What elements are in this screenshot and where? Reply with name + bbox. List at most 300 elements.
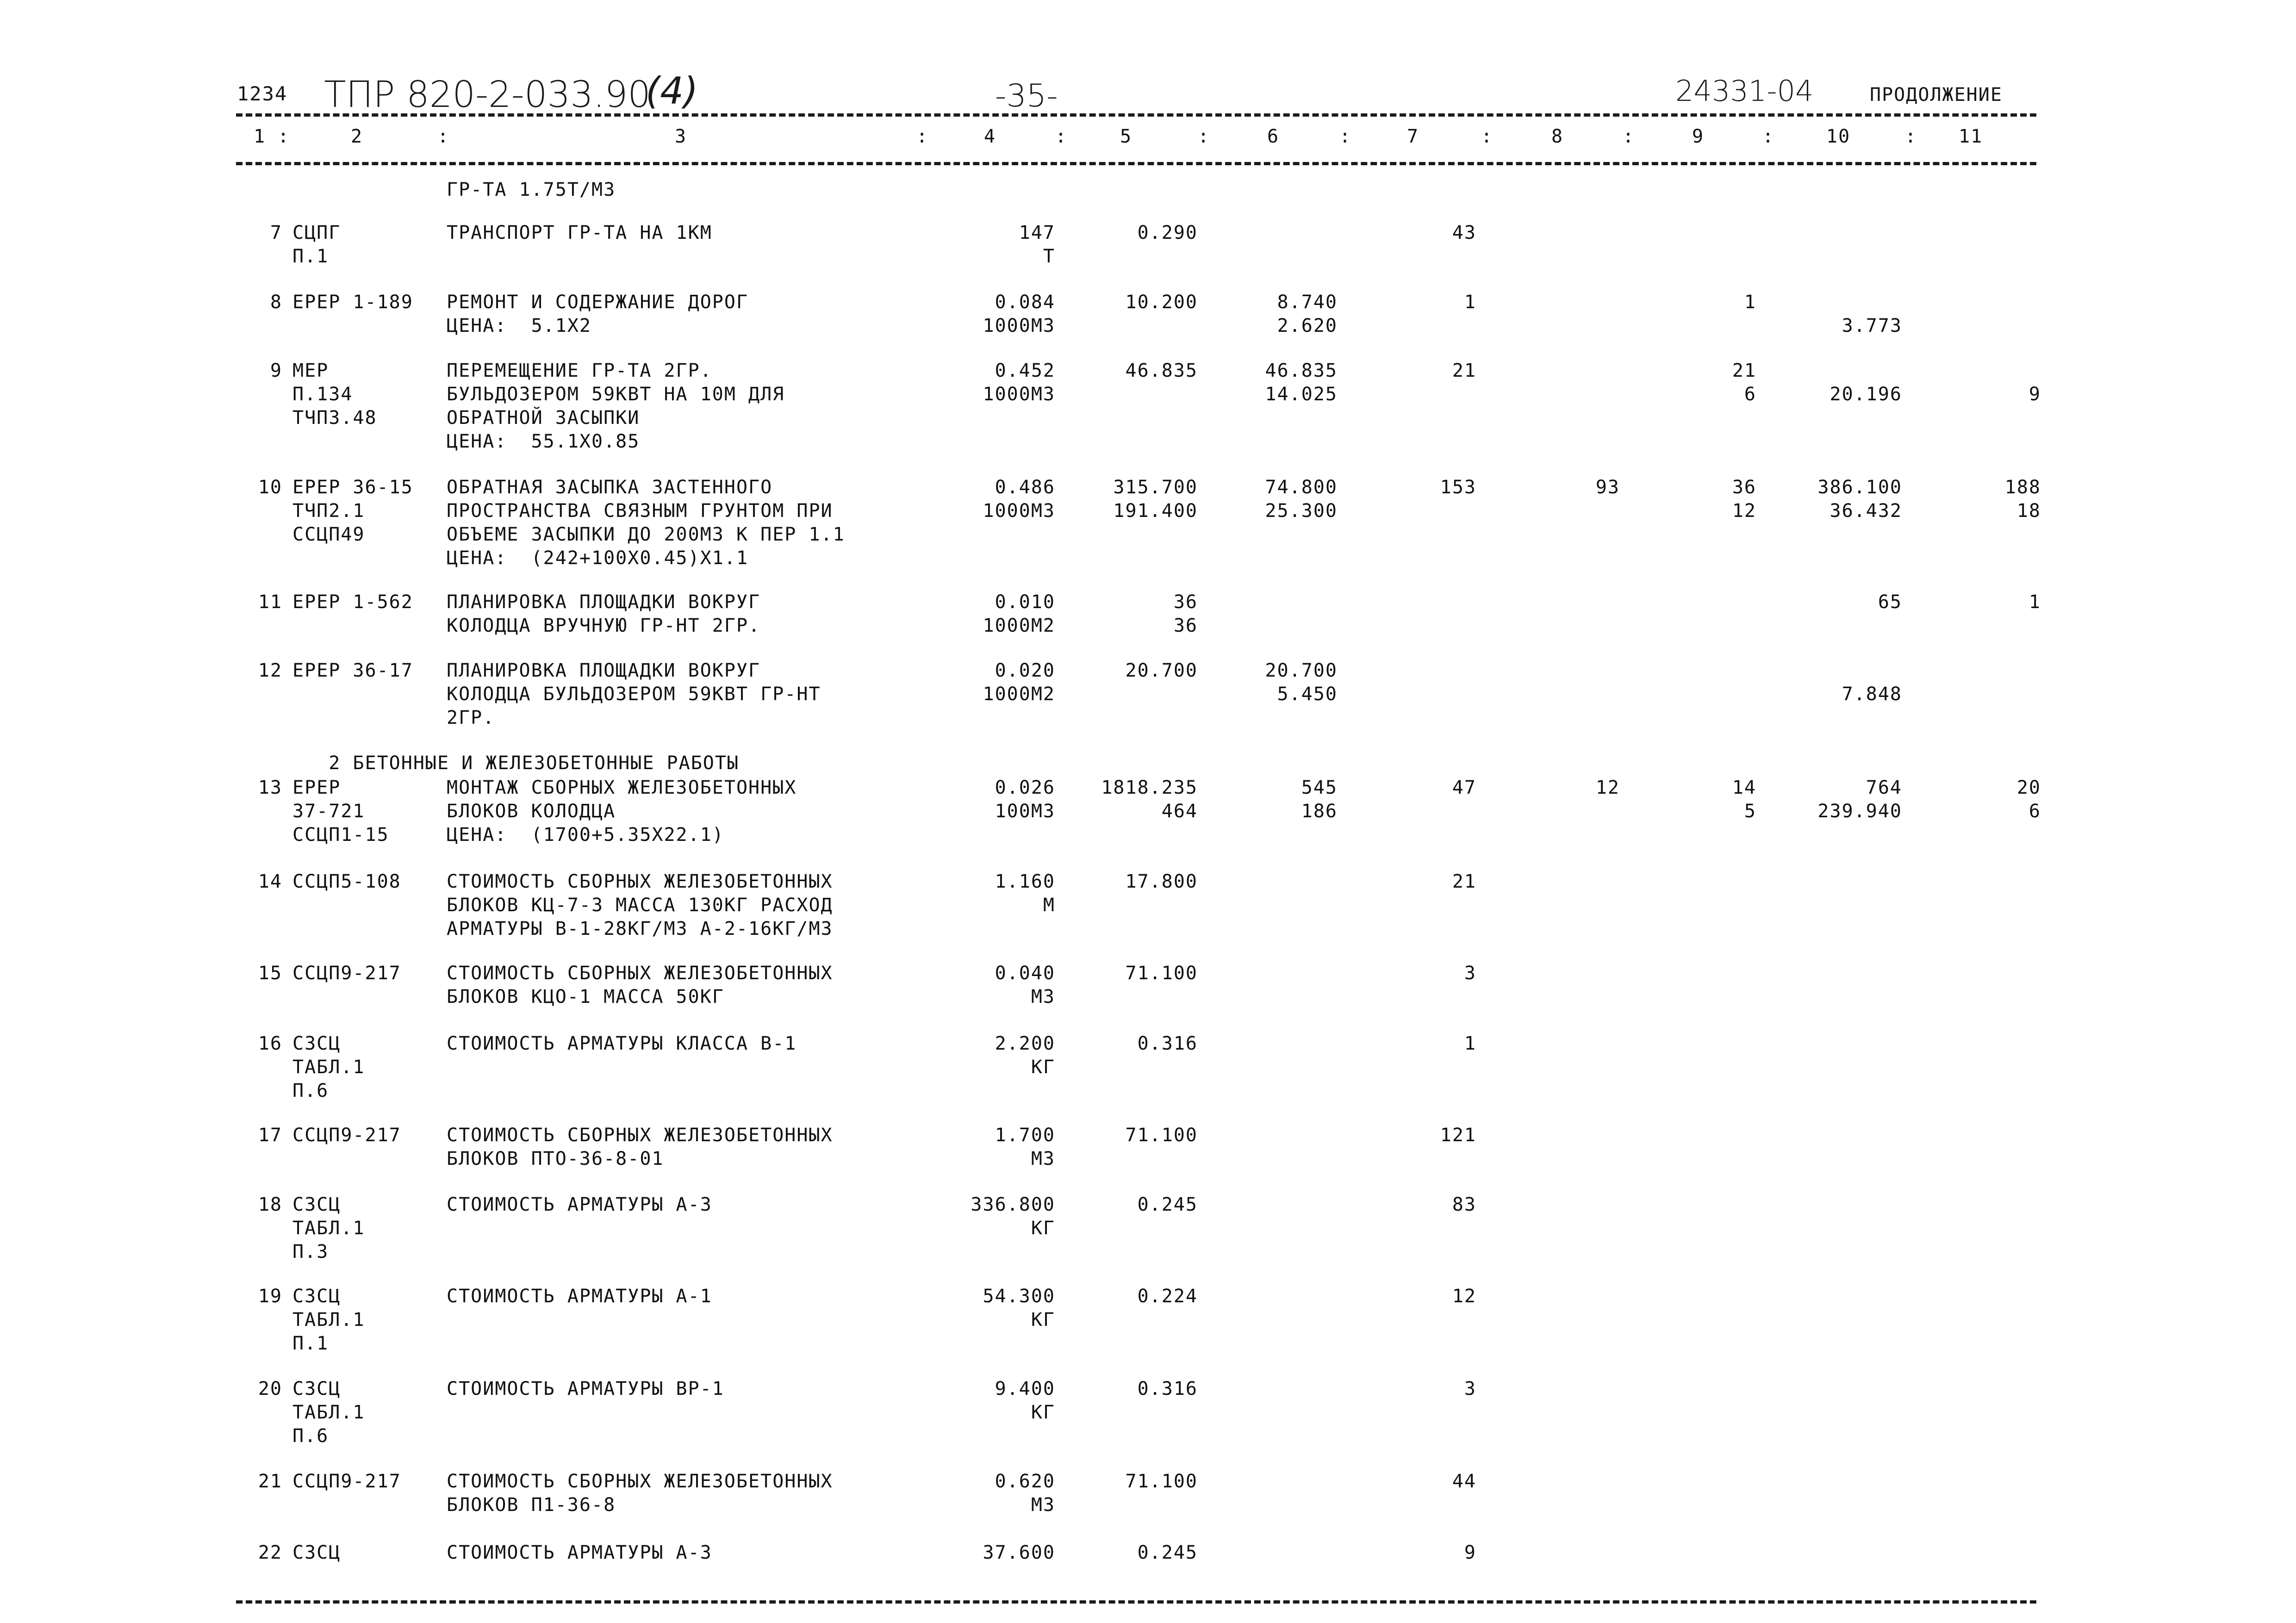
- work-name-line: КОЛОДЦА ВРУЧНУЮ ГР-НТ 2ГР.: [447, 615, 761, 636]
- machine-wages-line: 5: [1744, 801, 1756, 822]
- norm-code-cell: [292, 752, 740, 775]
- work-name-line: РЕМОНТ И СОДЕРЖАНИЕ ДОРОГ: [447, 292, 749, 313]
- work-name-line: СТОИМОСТЬ АРМАТУРЫ А-1: [447, 1286, 712, 1307]
- quantity-cell: [926, 291, 1055, 338]
- unit-price-cell: [1064, 962, 1198, 985]
- column-number: 9: [1692, 126, 1705, 147]
- machine-cost-cell: [1203, 776, 1338, 823]
- machine-wages-cell: [1675, 359, 1756, 406]
- norm-code-cell: [292, 1470, 441, 1493]
- quantity-cell: [926, 1470, 1055, 1517]
- machine-wages-cell: [1675, 776, 1756, 823]
- column-separator: :: [1481, 126, 1493, 147]
- quantity-line: 0.020: [995, 660, 1055, 681]
- work-name-line: БЛОКОВ ПТО-36-8-01: [447, 1148, 664, 1169]
- quantity-line: 37.600: [983, 1542, 1055, 1563]
- work-name-cell: [447, 1193, 928, 1217]
- total-cost-line: 47: [1452, 777, 1476, 798]
- column-separator: :: [1905, 126, 1917, 147]
- wages-cell: [1527, 476, 1620, 499]
- row-number-cell: [245, 659, 282, 683]
- quantity-line: 0.026: [995, 777, 1055, 798]
- norm-code-cell: [292, 776, 441, 847]
- norm-code-line: СЦПГ: [292, 222, 341, 243]
- row-number-cell: [245, 591, 282, 614]
- row-number-cell: [245, 359, 282, 383]
- work-name-cell: [447, 476, 928, 570]
- quantity-line: 1000М3: [983, 384, 1055, 405]
- unit-price-cell: [1064, 291, 1198, 314]
- column-number: 11: [1959, 126, 1983, 147]
- work-name-cell: [447, 1470, 928, 1517]
- row-number-line: 9: [270, 360, 282, 381]
- quantity-line: 147: [1019, 222, 1055, 243]
- column-header: [0, 126, 2296, 154]
- machine-cost-line: 14.025: [1265, 384, 1338, 405]
- column-separator: :: [1198, 126, 1210, 147]
- quantity-cell: [926, 1193, 1055, 1240]
- row-number-line: 7: [270, 222, 282, 243]
- quantity-cell: [926, 962, 1055, 1009]
- norm-code-cell: [292, 1032, 441, 1103]
- unit-price-cell: [1064, 870, 1198, 894]
- row-number-line: 18: [258, 1194, 282, 1215]
- labor-total-cell: [1944, 591, 2041, 614]
- labor-hours-line: [1777, 659, 1902, 683]
- unit-price-line: 71.100: [1125, 963, 1198, 984]
- unit-price-line: 191.400: [1113, 500, 1198, 522]
- work-name-line: АРМАТУРЫ В-1-28КГ/М3 А-2-16КГ/М3: [447, 918, 833, 939]
- unit-price-cell: [1064, 1193, 1198, 1217]
- row-number-line: 10: [258, 477, 282, 498]
- total-cost-line: 12: [1452, 1286, 1476, 1307]
- work-name-line: ОБРАТНОЙ ЗАСЫПКИ: [447, 407, 640, 429]
- page-number: -35-: [995, 78, 1058, 114]
- total-cost-line: 21: [1452, 360, 1476, 381]
- unit-price-line: 464: [1161, 801, 1198, 822]
- norm-code-cell: [292, 1541, 441, 1565]
- row-number-line: 16: [258, 1033, 282, 1054]
- machine-wages-line: 36: [1732, 477, 1756, 498]
- unit-price-cell: [1064, 591, 1198, 638]
- row-number-cell: [245, 221, 282, 245]
- norm-code-line: ССЦП9-217: [292, 963, 401, 984]
- row-number-cell: [245, 291, 282, 314]
- machine-cost-cell: [1203, 659, 1338, 706]
- total-cost-cell: [1388, 1541, 1476, 1565]
- work-name-line: БЛОКОВ КЦО-1 МАССА 50КГ: [447, 986, 724, 1007]
- work-name-cell: [447, 178, 928, 202]
- total-cost-cell: [1388, 291, 1476, 314]
- column-number: 4: [984, 126, 996, 147]
- total-cost-line: 3: [1464, 963, 1476, 984]
- quantity-line: 1.160: [995, 871, 1055, 892]
- quantity-line: 1000М2: [983, 615, 1055, 636]
- unit-price-line: 36: [1173, 591, 1198, 613]
- quantity-line: 0.084: [995, 292, 1055, 313]
- quantity-cell: [926, 1032, 1055, 1079]
- norm-code-line: СЗСЦ: [292, 1033, 341, 1054]
- total-cost-cell: [1388, 359, 1476, 383]
- norm-code-line: СЗСЦ: [292, 1286, 341, 1307]
- unit-price-line: 17.800: [1125, 871, 1198, 892]
- norm-code-line: ТАБЛ.1: [292, 1309, 365, 1331]
- norm-code-line: ТЧП2.1: [292, 500, 365, 522]
- work-name-line: СТОИМОСТЬ АРМАТУРЫ ВР-1: [447, 1378, 724, 1399]
- labor-hours-line: 239.940: [1817, 801, 1902, 822]
- wages-line: 93: [1595, 477, 1620, 498]
- labor-total-line: 9: [2028, 384, 2041, 405]
- total-cost-cell: [1388, 1124, 1476, 1147]
- row-number-cell: [245, 1285, 282, 1308]
- column-separator: :: [1055, 126, 1068, 147]
- column-number: 7: [1407, 126, 1419, 147]
- row-number-cell: [245, 476, 282, 499]
- labor-total-line: [1944, 359, 2041, 383]
- row-number-cell: [245, 1541, 282, 1565]
- labor-total-line: 6: [2028, 801, 2041, 822]
- unit-price-line: 46.835: [1125, 360, 1198, 381]
- total-cost-cell: [1388, 962, 1476, 985]
- work-name-cell: [447, 359, 928, 454]
- unit-price-cell: [1064, 776, 1198, 823]
- quantity-cell: [926, 591, 1055, 638]
- norm-code-cell: [292, 1285, 441, 1356]
- norm-code-line: ССЦП49: [292, 524, 365, 545]
- norm-code-line: П.6: [292, 1425, 329, 1447]
- unit-price-line: 0.290: [1137, 222, 1198, 243]
- work-name-cell: [447, 870, 928, 941]
- work-name-line: БЛОКОВ КОЛОДЦА: [447, 801, 616, 822]
- unit-price-line: 20.700: [1125, 660, 1198, 681]
- quantity-line: 0.620: [995, 1471, 1055, 1492]
- work-name-line: БУЛЬДОЗЕРОМ 59КВТ НА 10М ДЛЯ: [447, 384, 785, 405]
- continuation-label: ПРОДОЛЖЕНИЕ: [1870, 84, 2003, 106]
- work-name-cell: [447, 1032, 928, 1056]
- total-cost-line: 153: [1440, 477, 1476, 498]
- unit-price-cell: [1064, 1470, 1198, 1493]
- work-name-line: БЛОКОВ П1-36-8: [447, 1494, 616, 1516]
- total-cost-cell: [1388, 776, 1476, 800]
- labor-hours-cell: [1777, 476, 1902, 523]
- quantity-line: М: [1043, 895, 1055, 916]
- norm-code-cell: [292, 659, 441, 683]
- quantity-line: 336.800: [971, 1194, 1055, 1215]
- work-name-cell: [447, 776, 928, 847]
- norm-code-line: П.6: [292, 1080, 329, 1101]
- row-number-line: 14: [258, 871, 282, 892]
- norm-code-line: ТАБЛ.1: [292, 1218, 365, 1239]
- work-name-line: СТОИМОСТЬ СБОРНЫХ ЖЕЛЕЗОБЕТОННЫХ: [447, 1471, 833, 1492]
- doc-code: ТПР 820-2-033.90: [324, 74, 651, 116]
- total-cost-cell: [1388, 1193, 1476, 1217]
- machine-cost-line: 5.450: [1277, 684, 1338, 705]
- norm-code-line: ТЧП3.48: [292, 407, 377, 429]
- unit-price-cell: [1064, 1377, 1198, 1401]
- quantity-cell: [926, 1377, 1055, 1424]
- work-name-cell: [447, 291, 928, 338]
- labor-hours-line: [1777, 291, 1902, 314]
- machine-cost-line: 25.300: [1265, 500, 1338, 522]
- labor-hours-cell: [1777, 359, 1902, 406]
- wages-cell: [1527, 776, 1620, 800]
- quantity-line: М3: [1031, 1148, 1055, 1169]
- norm-code-cell: [292, 1124, 441, 1147]
- norm-code-line: ТАБЛ.1: [292, 1402, 365, 1423]
- unit-price-line: 0.245: [1137, 1194, 1198, 1215]
- norm-code-line: ЕРЕР 36-17: [292, 660, 413, 681]
- quantity-cell: [926, 1285, 1055, 1332]
- norm-code-cell: [292, 1193, 441, 1264]
- row-number-line: 8: [270, 292, 282, 313]
- machine-wages-line: 12: [1732, 500, 1756, 522]
- machine-wages-line: 6: [1744, 384, 1756, 405]
- labor-total-line: 1: [2028, 591, 2041, 613]
- norm-code-line: СЗСЦ: [292, 1542, 341, 1563]
- machine-cost-line: 186: [1301, 801, 1338, 822]
- work-name-cell: [447, 1377, 928, 1401]
- machine-cost-line: 74.800: [1265, 477, 1338, 498]
- unit-price-line: 0.316: [1137, 1033, 1198, 1054]
- quantity-line: КГ: [1031, 1057, 1055, 1078]
- quantity-line: 54.300: [983, 1286, 1055, 1307]
- machine-cost-line: 46.835: [1265, 360, 1338, 381]
- work-name-line: ПЛАНИРОВКА ПЛОЩАДКИ ВОКРУГ: [447, 591, 761, 613]
- work-name-cell: [447, 1124, 928, 1171]
- column-separator: :: [1339, 126, 1352, 147]
- work-name-line: 2ГР.: [447, 707, 495, 728]
- norm-code-cell: [292, 870, 441, 894]
- total-cost-line: 9: [1464, 1542, 1476, 1563]
- row-number-line: 21: [258, 1471, 282, 1492]
- norm-code-line: СЗСЦ: [292, 1194, 341, 1215]
- machine-wages-line: 14: [1732, 777, 1756, 798]
- norm-code-line: 37-721: [292, 801, 365, 822]
- labor-total-line: 20: [2016, 777, 2041, 798]
- labor-hours-line: 7.848: [1842, 684, 1902, 705]
- bottom-divider: [236, 1600, 2036, 1604]
- machine-cost-cell: [1203, 359, 1338, 406]
- total-cost-cell: [1388, 1470, 1476, 1493]
- work-name-line: ТРАНСПОРТ ГР-ТА НА 1КМ: [447, 222, 712, 243]
- labor-hours-line: 386.100: [1817, 477, 1902, 498]
- work-name-line: СТОИМОСТЬ СБОРНЫХ ЖЕЛЕЗОБЕТОННЫХ: [447, 963, 833, 984]
- quantity-line: М3: [1031, 986, 1055, 1007]
- machine-wages-line: 1: [1744, 292, 1756, 313]
- row-number-line: 12: [258, 660, 282, 681]
- total-cost-line: 21: [1452, 871, 1476, 892]
- unit-price-line: 71.100: [1125, 1471, 1198, 1492]
- work-name-cell: [447, 221, 928, 245]
- labor-total-line: 18: [2016, 500, 2041, 522]
- work-name-line: ЦЕНА: 55.1Х0.85: [447, 431, 640, 452]
- quantity-line: 0.010: [995, 591, 1055, 613]
- work-name-line: ПЛАНИРОВКА ПЛОЩАДКИ ВОКРУГ: [447, 660, 761, 681]
- total-cost-cell: [1388, 221, 1476, 245]
- work-name-cell: [447, 591, 928, 638]
- quantity-line: 0.486: [995, 477, 1055, 498]
- total-cost-line: 121: [1440, 1125, 1476, 1146]
- quantity-line: 1000М3: [983, 315, 1055, 336]
- labor-hours-line: 36.432: [1829, 500, 1902, 522]
- header-divider: [236, 162, 2036, 165]
- work-name-line: СТОИМОСТЬ АРМАТУРЫ А-3: [447, 1542, 712, 1563]
- norm-code-line: ССЦП9-217: [292, 1471, 401, 1492]
- norm-code-cell: [292, 221, 441, 268]
- unit-price-cell: [1064, 1124, 1198, 1147]
- work-name-line: СТОИМОСТЬ СБОРНЫХ ЖЕЛЕЗОБЕТОННЫХ: [447, 871, 833, 892]
- machine-cost-line: 545: [1301, 777, 1338, 798]
- norm-code-line: МЕР: [292, 360, 329, 381]
- labor-total-cell: [1944, 359, 2041, 406]
- labor-hours-cell: [1777, 776, 1902, 823]
- column-number: 5: [1120, 126, 1132, 147]
- row-number-line: 20: [258, 1378, 282, 1399]
- total-cost-line: 44: [1452, 1471, 1476, 1492]
- machine-cost-line: 8.740: [1277, 292, 1338, 313]
- norm-code-line: ЕРЕР 36-15: [292, 477, 413, 498]
- quantity-line: 9.400: [995, 1378, 1055, 1399]
- total-cost-line: 3: [1464, 1378, 1476, 1399]
- quantity-line: Т: [1043, 246, 1055, 267]
- machine-wages-cell: [1675, 291, 1756, 314]
- norm-code-line: ССЦП1-15: [292, 824, 389, 846]
- total-cost-line: 1: [1464, 1033, 1476, 1054]
- work-name-line: СТОИМОСТЬ СБОРНЫХ ЖЕЛЕЗОБЕТОННЫХ: [447, 1125, 833, 1146]
- norm-code-line: ТАБЛ.1: [292, 1057, 365, 1078]
- unit-price-cell: [1064, 1032, 1198, 1056]
- quantity-line: КГ: [1031, 1402, 1055, 1423]
- quantity-line: 1000М2: [983, 684, 1055, 705]
- machine-wages-cell: [1675, 476, 1756, 523]
- norm-code-line: П.1: [292, 246, 329, 267]
- quantity-line: 100М3: [995, 801, 1055, 822]
- labor-hours-cell: [1777, 291, 1902, 338]
- quantity-line: 0.452: [995, 360, 1055, 381]
- norm-code-line: ЕРЕР: [292, 777, 341, 798]
- work-name-line: КОЛОДЦА БУЛЬДОЗЕРОМ 59КВТ ГР-НТ: [447, 684, 821, 705]
- unit-price-line: 0.316: [1137, 1378, 1198, 1399]
- quantity-line: 0.040: [995, 963, 1055, 984]
- quantity-cell: [926, 476, 1055, 523]
- norm-code-line: ЕРЕР 1-562: [292, 591, 413, 613]
- column-separator: :: [916, 126, 929, 147]
- quantity-line: КГ: [1031, 1309, 1055, 1331]
- norm-code-cell: [292, 291, 441, 314]
- total-cost-cell: [1388, 1377, 1476, 1401]
- wages-line: 12: [1595, 777, 1620, 798]
- quantity-cell: [926, 659, 1055, 706]
- quantity-cell: [926, 1124, 1055, 1171]
- machine-cost-line: 20.700: [1265, 660, 1338, 681]
- row-number-line: 19: [258, 1286, 282, 1307]
- norm-code-line: 2 БЕТОННЫЕ И ЖЕЛЕЗОБЕТОННЫЕ РАБОТЫ: [292, 752, 740, 774]
- work-name-line: ГР-ТА 1.75Т/М3: [447, 179, 616, 200]
- quantity-cell: [926, 221, 1055, 268]
- doc-number: 24331-04: [1675, 74, 1814, 108]
- unit-price-cell: [1064, 221, 1198, 245]
- labor-total-cell: [1944, 476, 2041, 523]
- row-number-cell: [245, 1124, 282, 1147]
- column-number: 3: [675, 126, 687, 147]
- total-cost-line: 43: [1452, 222, 1476, 243]
- work-name-line: СТОИМОСТЬ АРМАТУРЫ А-3: [447, 1194, 712, 1215]
- unit-price-line: 71.100: [1125, 1125, 1198, 1146]
- unit-price-line: 10.200: [1125, 292, 1198, 313]
- column-number: 1: [254, 126, 266, 147]
- total-cost-cell: [1388, 870, 1476, 894]
- row-number-cell: [245, 1193, 282, 1217]
- total-cost-line: 83: [1452, 1194, 1476, 1215]
- labor-total-cell: [1944, 776, 2041, 823]
- quantity-cell: [926, 870, 1055, 917]
- work-name-line: БЛОКОВ КЦ-7-3 МАССА 130КГ РАСХОД: [447, 895, 833, 916]
- norm-code-line: П.134: [292, 384, 353, 405]
- norm-code-line: П.3: [292, 1241, 329, 1262]
- labor-hours-line: 764: [1866, 777, 1902, 798]
- norm-code-cell: [292, 359, 441, 430]
- row-number-cell: [245, 1470, 282, 1493]
- doc-suffix: (4): [646, 69, 698, 112]
- labor-hours-line: 65: [1878, 591, 1902, 613]
- unit-price-cell: [1064, 359, 1198, 383]
- machine-cost-line: 2.620: [1277, 315, 1338, 336]
- norm-code-line: П.1: [292, 1333, 329, 1354]
- norm-code-line: ССЦП9-217: [292, 1125, 401, 1146]
- unit-price-line: 36: [1173, 615, 1198, 636]
- labor-hours-cell: [1777, 659, 1902, 706]
- total-cost-cell: [1388, 476, 1476, 499]
- quantity-line: 1000М3: [983, 500, 1055, 522]
- norm-code-line: СЗСЦ: [292, 1378, 341, 1399]
- work-name-line: ПРОСТРАНСТВА СВЯЗНЫМ ГРУНТОМ ПРИ: [447, 500, 833, 522]
- quantity-line: КГ: [1031, 1218, 1055, 1239]
- row-number-line: 11: [258, 591, 282, 613]
- page-ref: 1234: [237, 82, 288, 105]
- work-name-cell: [447, 1285, 928, 1308]
- row-number-cell: [245, 776, 282, 800]
- work-name-line: ЦЕНА: (242+100Х0.45)Х1.1: [447, 547, 749, 569]
- column-separator: :: [1623, 126, 1635, 147]
- total-cost-cell: [1388, 1032, 1476, 1056]
- column-separator: :: [278, 126, 290, 147]
- column-separator: :: [437, 126, 450, 147]
- norm-code-cell: [292, 1377, 441, 1448]
- quantity-line: М3: [1031, 1494, 1055, 1516]
- work-name-line: ЦЕНА: 5.1Х2: [447, 315, 591, 336]
- machine-wages-line: 21: [1732, 360, 1756, 381]
- work-name-line: ЦЕНА: (1700+5.35Х22.1): [447, 824, 724, 846]
- norm-code-cell: [292, 962, 441, 985]
- column-number: 2: [351, 126, 363, 147]
- work-name-line: ОБРАТНАЯ ЗАСЫПКА ЗАСТЕННОГО: [447, 477, 773, 498]
- work-name-line: МОНТАЖ СБОРНЫХ ЖЕЛЕЗОБЕТОННЫХ: [447, 777, 797, 798]
- work-name-cell: [447, 1541, 928, 1565]
- unit-price-cell: [1064, 1541, 1198, 1565]
- unit-price-line: 0.245: [1137, 1542, 1198, 1563]
- quantity-cell: [926, 359, 1055, 406]
- work-name-line: ОБЪЕМЕ ЗАСЫПКИ ДО 200М3 К ПЕР 1.1: [447, 524, 845, 545]
- norm-code-line: ССЦП5-108: [292, 871, 401, 892]
- total-cost-cell: [1388, 1285, 1476, 1308]
- column-number: 10: [1826, 126, 1851, 147]
- labor-total-line: 188: [2004, 477, 2041, 498]
- row-number-line: 15: [258, 963, 282, 984]
- machine-cost-cell: [1203, 291, 1338, 338]
- row-number-line: 13: [258, 777, 282, 798]
- column-number: 6: [1267, 126, 1280, 147]
- work-name-line: ПЕРЕМЕЩЕНИЕ ГР-ТА 2ГР.: [447, 360, 712, 381]
